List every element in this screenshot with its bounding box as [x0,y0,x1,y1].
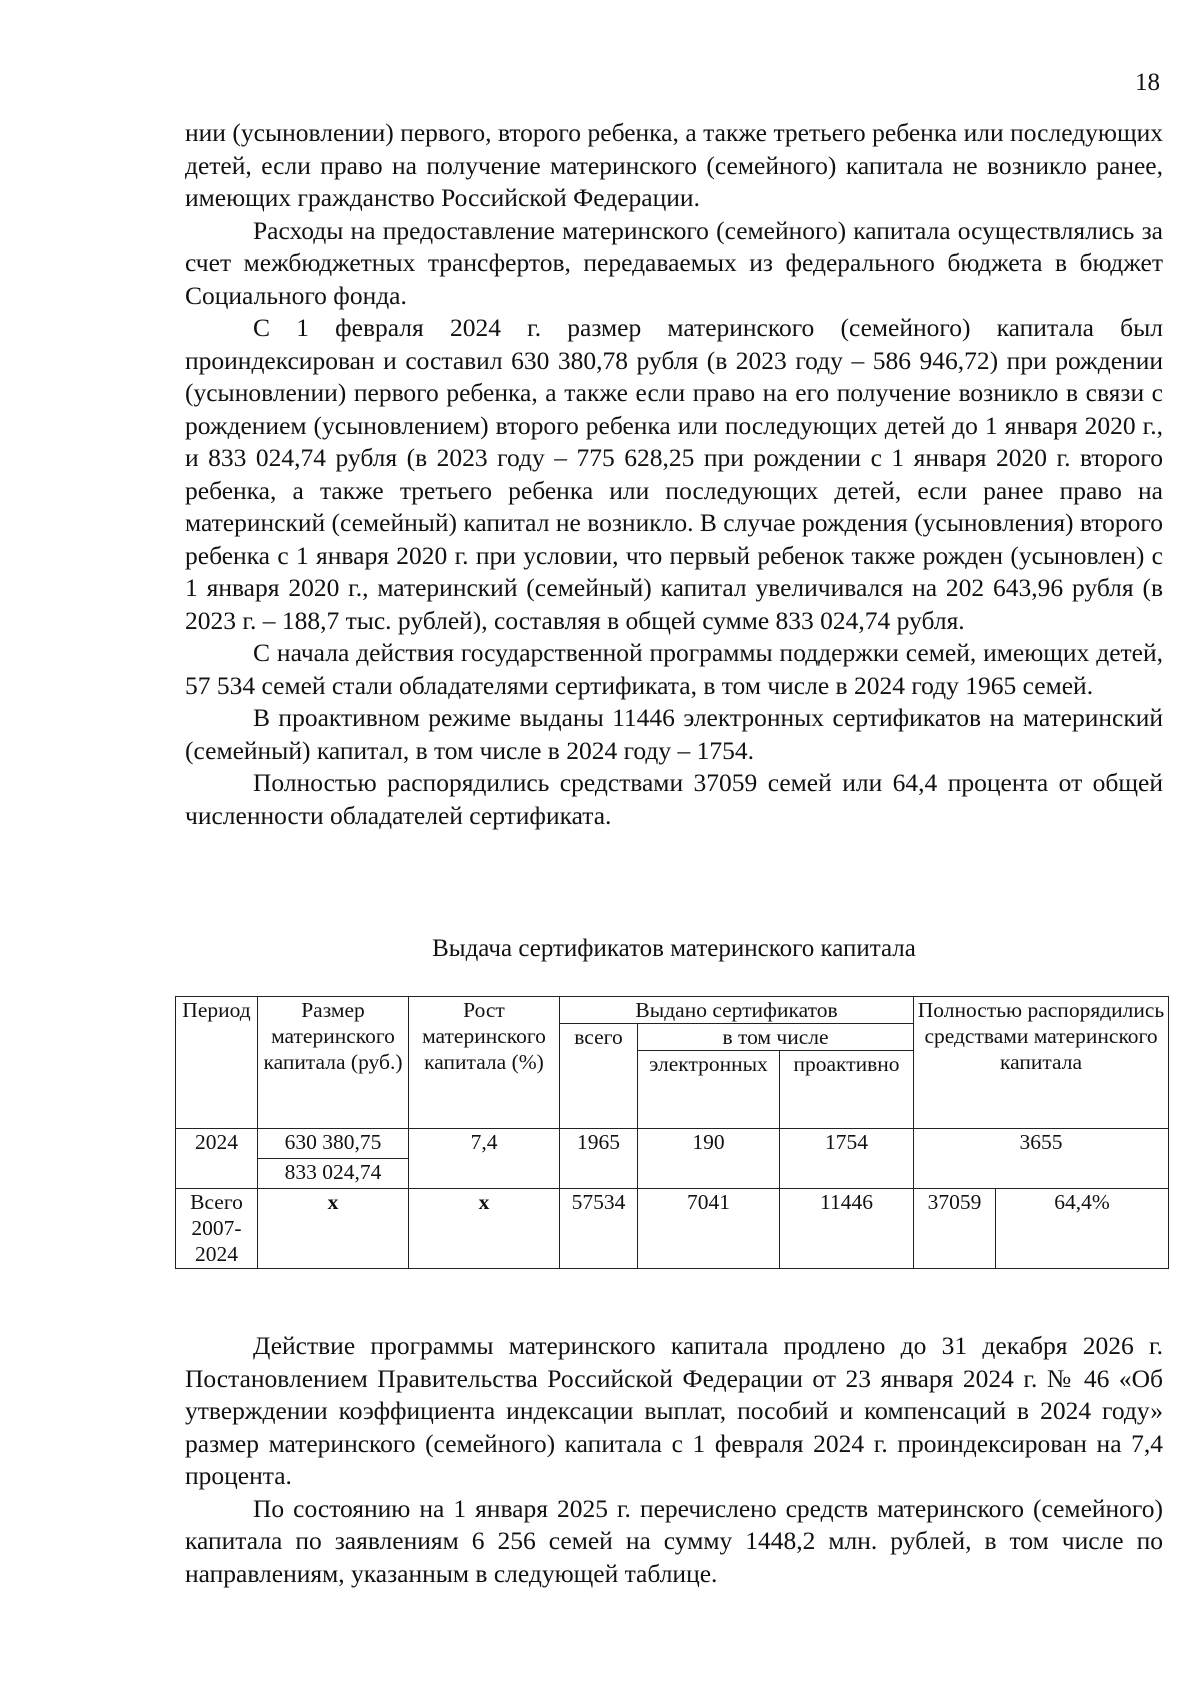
header-fully-used: Полностью распорядились средствами материнского капитала [914,997,1169,1129]
body-text-bottom [185,1330,1163,1590]
table-row [176,1189,1169,1269]
header-capital-size: Размер материнского капитала (руб.) [258,997,409,1129]
cell-proactive: 11446 [780,1189,914,1269]
paragraph: Действие программы материнского капитала продлено до 31 декабря 2026 г. Постановлением Правительства Российской Федерации от 23 января 2024 г. № 46 «Об утверждении коэффициента индексации выплат, пособий и компенсаций в 2024 году» размер материнского (семейного) капитала с 1 февраля 2024 г. проиндексирован на 7,4 процента. [185,1331,1163,1490]
table-row [176,1129,1169,1159]
cell-period: Всего 2007-2024 [176,1189,258,1269]
cell-growth: 7,4 [409,1129,560,1189]
table-header-row [176,997,1169,1024]
paragraph: Полностью распорядились средствами 37059 семей или 64,4 процента от общей численности обладателей сертификата. [185,768,1163,830]
paragraph: нии (усыновлении) первого, второго ребенка, а также третьего ребенка или последующих детей, если право на получение материнского (семейного) капитала не возникло ранее, имеющих гражданство Российской Федерации. [185,118,1163,212]
cell-total: 1965 [560,1129,638,1189]
body-text-top [185,117,1163,832]
cell-capital-size: 833 024,74 [258,1159,409,1189]
cell-period: 2024 [176,1129,258,1189]
paragraph: С начала действия государственной программы поддержки семей, имеющих детей, 57 534 семей стали обладателями сертификата, в том числе в 2024 году 1965 семей. [185,638,1163,700]
cell-fully-used: 37059 [914,1189,996,1269]
header-capital-growth: Рост материнского капитала (%) [409,997,560,1129]
header-including: в том числе [638,1024,914,1051]
cell-electronic: 190 [638,1129,780,1189]
cell-fully-used: 3655 [914,1129,1169,1189]
paragraph: Расходы на предоставление материнского (семейного) капитала осуществлялись за счет межбюджетных трансфертов, передаваемых из федерального бюджета в бюджет Социального фонда. [185,215,1163,310]
header-total: всего [560,1024,638,1129]
table-title: Выдача сертификатов материнского капитала [432,935,916,962]
certificates-table [175,996,1169,1269]
cell-electronic: 7041 [638,1189,780,1269]
header-electronic: электронных [638,1051,780,1129]
header-proactive: проактивно [780,1051,914,1129]
cell-capital-size: х [258,1189,409,1269]
cell-proactive: 1754 [780,1129,914,1189]
cell-fully-used-pct: 64,4% [996,1189,1169,1269]
cell-capital-size: 630 380,75 [258,1129,409,1159]
paragraph: По состоянию на 1 января 2025 г. перечислено средств материнского (семейного) капитала по заявлениям 6 256 семей на сумму 1448,2 млн. рублей, в том числе по направлениям, указанным в следующей таблице. [185,1493,1163,1588]
paragraph: С 1 февраля 2024 г. размер материнского (семейного) капитала был проиндексирован и составил 630 380,78 рубля (в 2023 году – 586 946,72) при рождении (усыновлении) первого ребенка, а также если право на его получение возникло в связи с рождением (усыновлением) второго ребенка или последующих детей до 1 января 2020 г., и 833 024,74 рубля (в 2023 году – 775 628,25 при рождении с 1 января 2020 г. второго ребенка, а также третьего ребенка или последующих детей, если ранее право на материнский (семейный) капитал не возникло. В случае рождения (усыновления) второго ребенка с 1 января 2020 г. при условии, что первый ребенок также рожден (усыновлен) с 1 января 2020 г., материнский (семейный) капитал увеличивался на 202 643,96 рубля (в 2023 г. – 188,7 тыс. рублей), составляя в общей сумме 833 024,74 рубля. [185,313,1163,635]
page-number: 18 [1135,69,1160,96]
cell-growth: х [409,1189,560,1269]
header-period: Период [176,997,258,1129]
paragraph: В проактивном режиме выданы 11446 электронных сертификатов на материнский (семейный) капитал, в том числе в 2024 году – 1754. [185,703,1163,765]
cell-total: 57534 [560,1189,638,1269]
header-issued: Выдано сертификатов [560,997,914,1024]
